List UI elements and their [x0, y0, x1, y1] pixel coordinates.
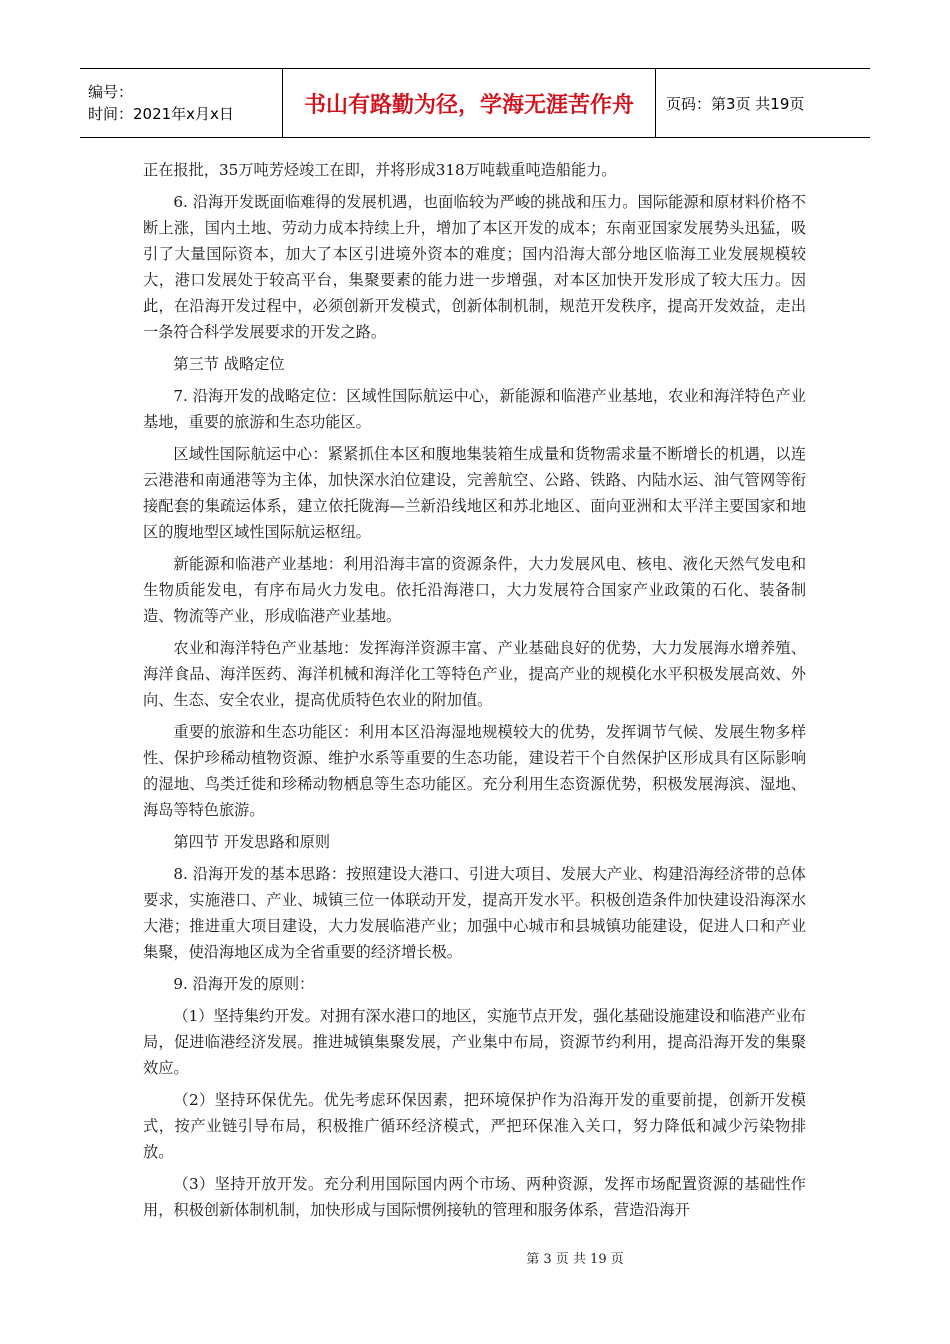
paragraph: 8. 沿海开发的基本思路：按照建设大港口、引进大项目、发展大产业、构建沿海经济带的总体要求，实施港口、产业、城镇三位一体联动开发，提高开发水平。积极创造条件加快建设沿海深水大港；推进重大项目建设，大力发展临港产业；加强中心城市和县城镇功能建设，促进人口和产业集聚，使沿海地区成为全省重要的经济增长极。 [143, 865, 806, 961]
header-page-label: 页码：第3页 共19页 [666, 94, 805, 113]
header-page-cell [656, 69, 870, 137]
paragraph: 9. 沿海开发的原则： [173, 975, 315, 993]
document-number-label: 编号： [88, 83, 134, 101]
section-heading: 第四节 开发思路和原则 [173, 833, 331, 851]
paragraph: 新能源和临港产业基地：利用沿海丰富的资源条件，大力发展风电、核电、液化天然气发电和生物质能发电，有序布局火力发电。依托沿海港口，大力发展符合国家产业政策的石化、装备制造、物流等产业，形成临港产业基地。 [143, 555, 806, 625]
paragraph: （2）坚持环保优先。优先考虑环保因素，把环境保护作为沿海开发的重要前提，创新开发模式，按产业链引导布局，积极推广循环经济模式，严把环保准入关口，努力降低和减少污染物排放。 [143, 1091, 806, 1161]
document-header [80, 68, 870, 138]
paragraph: 7. 沿海开发的战略定位：区域性国际航运中心，新能源和临港产业基地，农业和海洋特色产业基地，重要的旅游和生态功能区。 [143, 387, 806, 431]
page-footer [0, 1248, 950, 1267]
document-body [143, 157, 806, 1229]
section-heading: 第三节 战略定位 [173, 355, 285, 373]
paragraph: 区域性国际航运中心：紧紧抓住本区和腹地集装箱生成量和货物需求量不断增长的机遇，以连云港港和南通港等为主体，加快深水泊位建设，完善航空、公路、铁路、内陆水运、油气管网等衔接配套的集疏运体系，建立依托陇海—兰新沿线地区和苏北地区、面向亚洲和太平洋主要国家和地区的腹地型区域性国际航运枢纽。 [143, 445, 806, 541]
header-motto-cell [283, 69, 656, 137]
header-info-cell [80, 69, 283, 137]
paragraph: 6. 沿海开发既面临难得的发展机遇，也面临较为严峻的挑战和压力。国际能源和原材料价格不断上涨，国内土地、劳动力成本持续上升，增加了本区开发的成本；东南亚国家发展势头迅猛，吸引了大量国际资本，加大了本区引进境外资本的难度；国内沿海大部分地区临海工业发展规模较大，港口发展处于较高平台，集聚要素的能力进一步增强，对本区加快开发形成了较大压力。因此，在沿海开发过程中，必须创新开发模式，创新体制机制，规范开发秩序，提高开发效益，走出一条符合科学发展要求的开发之路。 [143, 193, 806, 341]
footer-page-number: 第 3 页 共 19 页 [526, 1252, 624, 1267]
header-motto: 书山有路勤为径，学海无涯苦作舟 [303, 92, 634, 118]
paragraph: 农业和海洋特色产业基地：发挥海洋资源丰富、产业基础良好的优势，大力发展海水增养殖、海洋食品、海洋医药、海洋机械和海洋化工等特色产业，提高产业的规模化水平积极发展高效、外向、生态、安全农业，提高优质特色农业的附加值。 [143, 639, 806, 709]
paragraph: 正在报批，35万吨芳烃竣工在即，并将形成318万吨载重吨造船能力。 [143, 161, 617, 179]
paragraph: （1）坚持集约开发。对拥有深水港口的地区，实施节点开发，强化基础设施建设和临港产业布局，促进临港经济发展。推进城镇集聚发展，产业集中布局，资源节约利用，提高沿海开发的集聚效应。 [143, 1007, 806, 1077]
document-time-label: 时间：2021年x月x日 [88, 105, 234, 123]
paragraph: （3）坚持开放开发。充分利用国际国内两个市场、两种资源，发挥市场配置资源的基础性作用，积极创新体制机制，加快形成与国际惯例接轨的管理和服务体系，营造沿海开 [143, 1175, 806, 1219]
paragraph: 重要的旅游和生态功能区：利用本区沿海湿地规模较大的优势，发挥调节气候、发展生物多样性、保护珍稀动植物资源、维护水系等重要的生态功能，建设若干个自然保护区形成具有区际影响的湿地、鸟类迁徙和珍稀动物栖息等生态功能区。充分利用生态资源优势，积极发展海滨、湿地、海岛等特色旅游。 [143, 723, 806, 819]
